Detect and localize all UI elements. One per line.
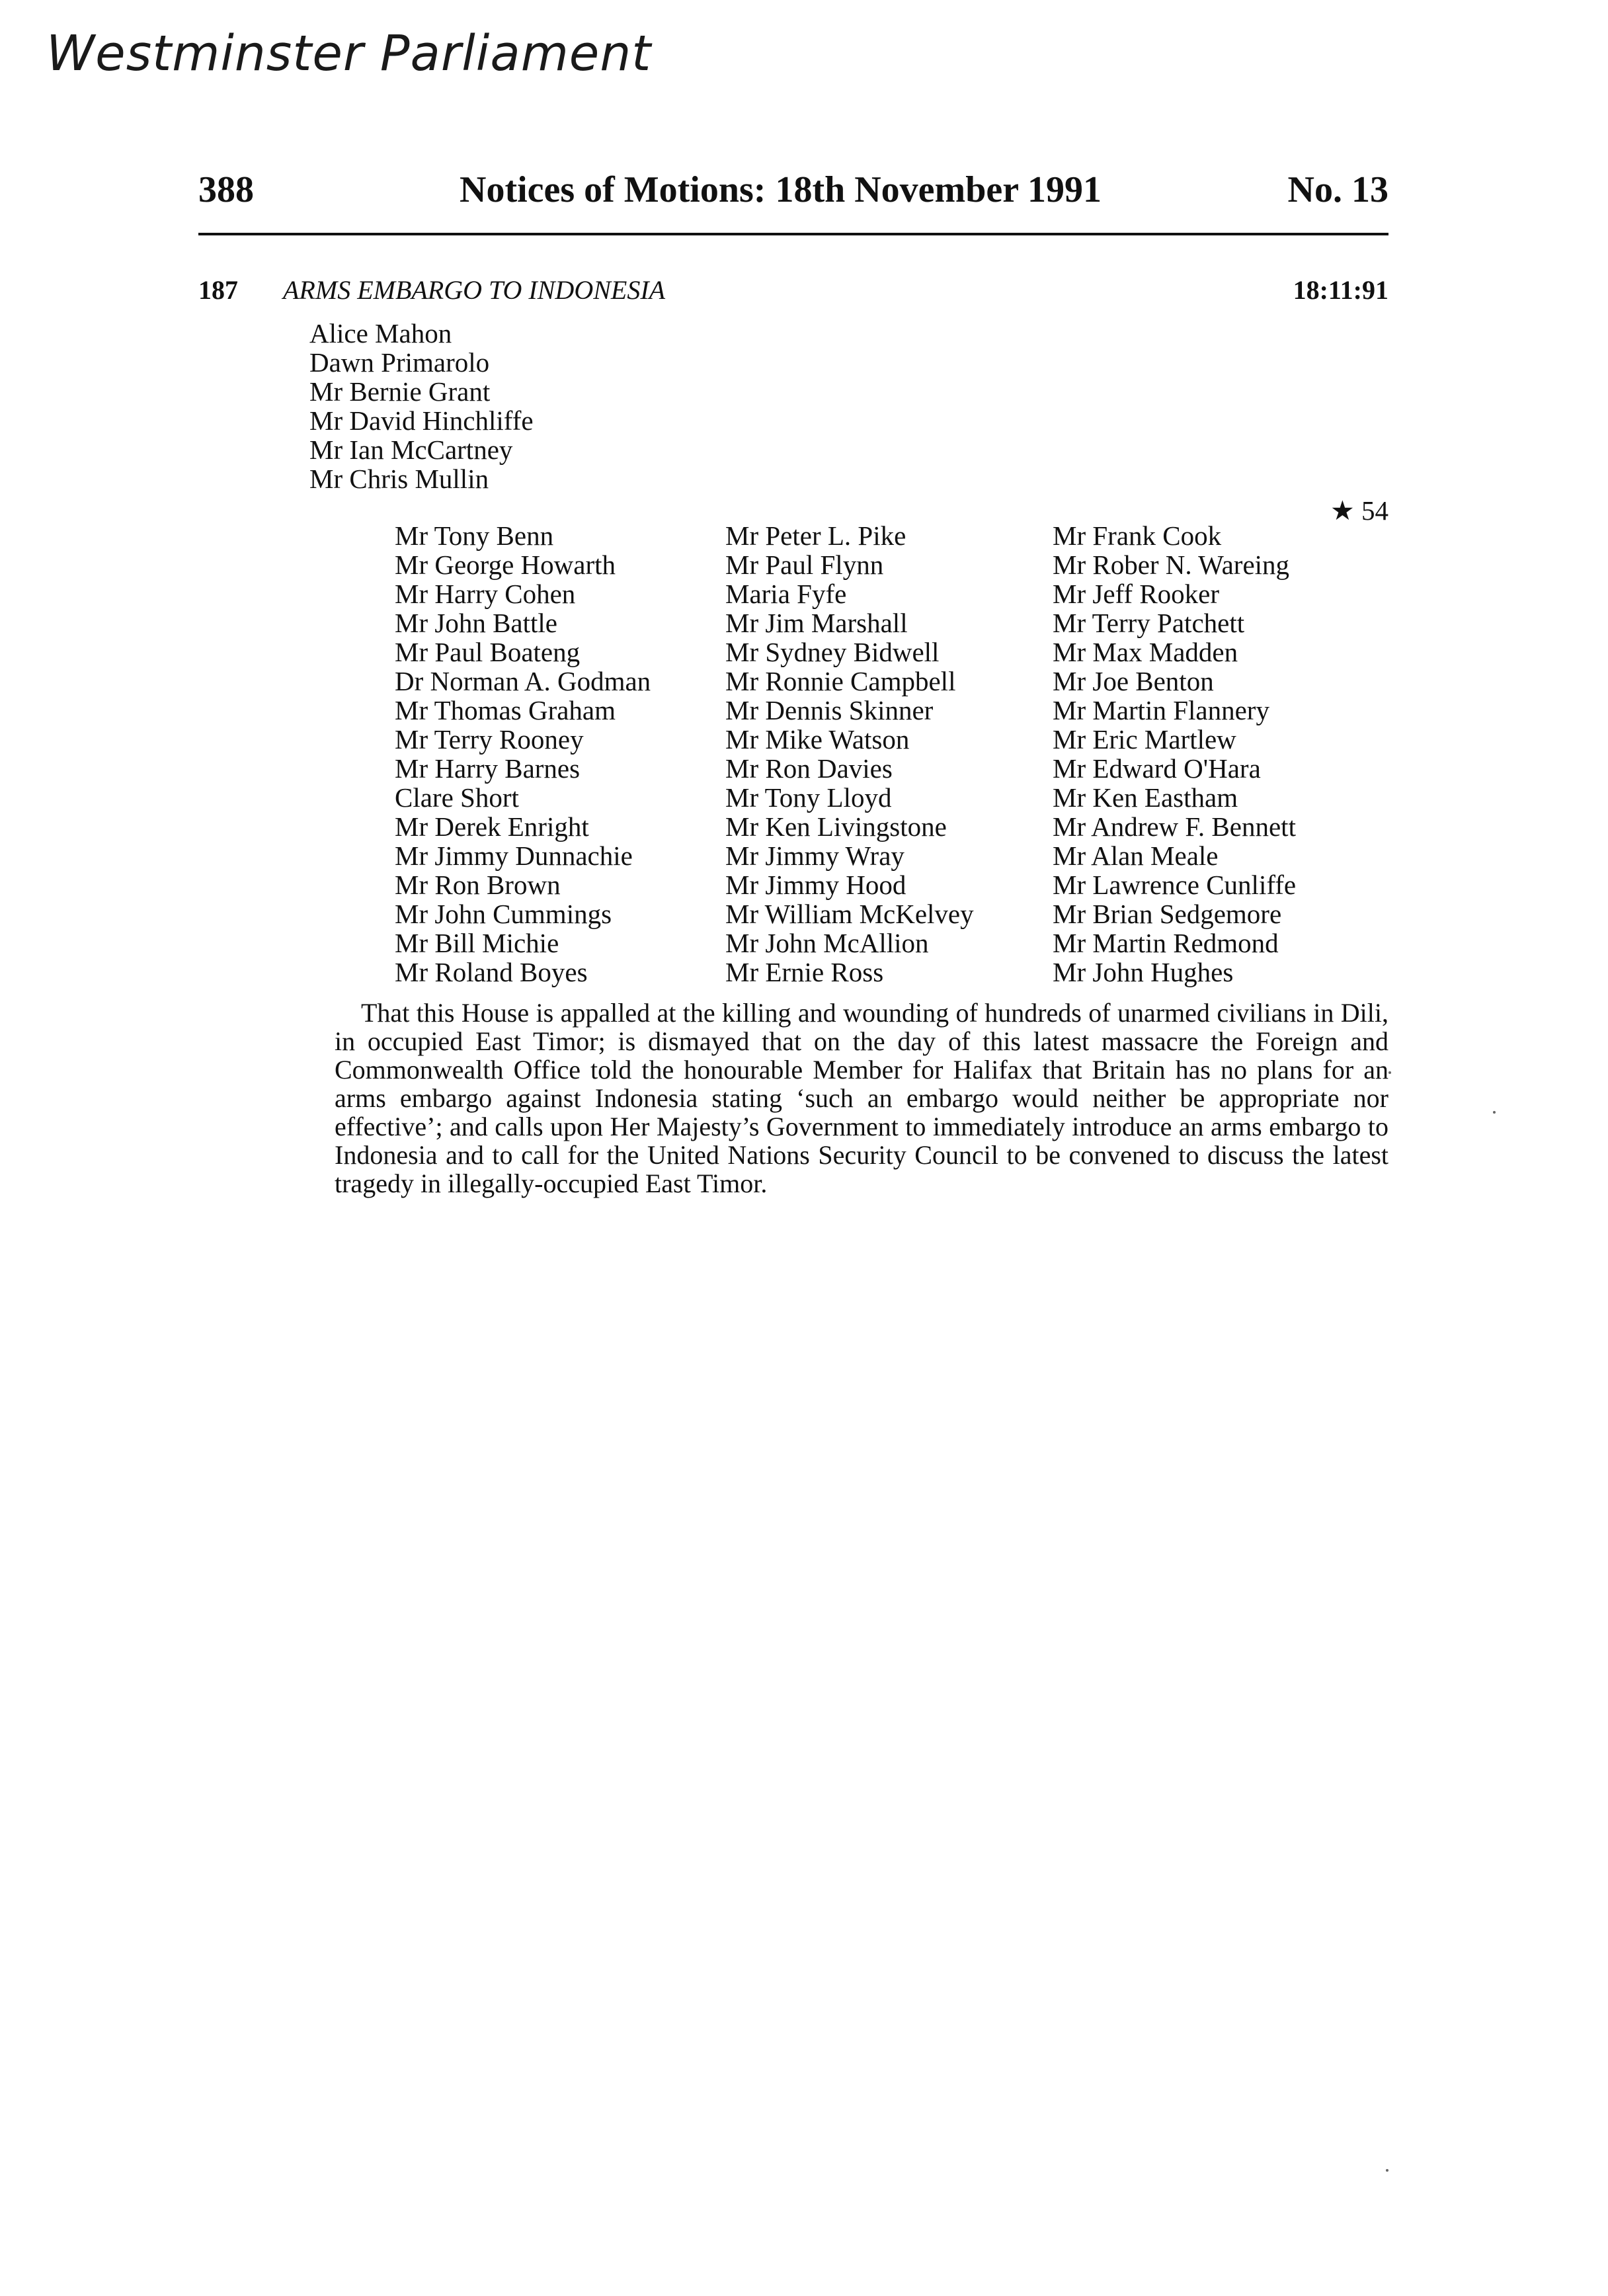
supporter-name: Mr Roland Boyes [395,957,588,987]
supporter-name: Mr Edward O'Hara [1053,753,1261,784]
supporter-name: Mr Harry Cohen [395,579,576,609]
supporter-name: Maria Fyfe [725,579,847,609]
page-number: 388 [198,169,254,210]
supporter-name: Mr Mike Watson [725,724,910,755]
page-title: Notices of Motions: 18th November 1991 [460,169,1102,210]
supporter-name: Clare Short [395,782,519,813]
supporter-name: Mr Jim Marshall [725,608,908,638]
supporter-column-3 [1053,521,1296,987]
sponsor-name: Mr David Hinchliffe [309,405,534,436]
scan-speck [1493,1111,1496,1114]
supporter-name: Mr Sydney Bidwell [725,637,940,667]
supporter-name: Mr Lawrence Cunliffe [1053,870,1297,900]
supporter-name: Mr Ronnie Campbell [725,666,956,696]
supporter-name: Mr George Howarth [395,550,616,580]
sponsor-name: Mr Bernie Grant [309,376,491,407]
supporter-name: Mr Derek Enright [395,811,589,842]
supporter-name: Mr Alan Meale [1053,840,1219,871]
scan-speck [1386,2169,1388,2172]
supporter-name: Mr Rober N. Wareing [1053,550,1290,580]
supporter-name: Mr John Cummings [395,899,612,929]
motion-number: 187 [198,275,238,305]
supporter-name: Mr Tony Lloyd [725,782,892,813]
motion-text: That this House is appalled at the killing and wounding of hundreds of unarmed civilians in Dili, in occupied East Timor; is dismayed that on the day of this latest massacre the Foreign and Commonwealth Office told the honourable Member for Halifax that Britain has no plans for an arms embargo against Indonesia stating ‘such an embargo would neither be appropriate nor effective’; and calls upon Her Majesty’s Government to immediately introduce an arms embargo to Indonesia and to call for the United Nations Security Council to be convened to discuss the latest tragedy in illegally-occupied East Timor. [335,998,1388,1198]
supporter-name: Mr Bill Michie [395,928,559,958]
motion-date: 18:11:91 [1293,275,1388,305]
supporter-name: Mr Jimmy Dunnachie [395,840,633,871]
supporter-name: Mr Jeff Rooker [1053,579,1220,609]
supporter-name: Mr Ken Eastham [1053,782,1238,813]
supporter-name: Mr Jimmy Hood [725,870,906,900]
supporter-name: Mr Andrew F. Bennett [1053,811,1296,842]
motion-title: ARMS EMBARGO TO INDONESIA [283,275,666,305]
supporter-name: Mr Jimmy Wray [725,840,904,871]
supporter-name: Mr John McAllion [725,928,929,958]
supporter-column-2 [725,521,974,987]
supporter-name: Mr Peter L. Pike [725,520,906,551]
issue-number: No. 13 [1287,169,1388,210]
sponsor-list [309,319,534,493]
sponsor-name: Mr Ian McCartney [309,434,513,465]
motion-header [198,274,1388,308]
supporter-name: Mr Harry Barnes [395,753,581,784]
supporter-name: Dr Norman A. Godman [395,666,651,696]
supporter-name: Mr William McKelvey [725,899,974,929]
supporter-name: Mr Thomas Graham [395,695,616,725]
page-header [198,169,1388,215]
handwritten-note: Westminster Parliament [46,25,652,82]
supporter-name: Mr Dennis Skinner [725,695,934,725]
supporter-name: Mr John Hughes [1053,957,1234,987]
supporter-name: Mr Frank Cook [1053,520,1222,551]
supporter-name: Mr Eric Martlew [1053,724,1236,755]
supporter-name: Mr Martin Redmond [1053,928,1279,958]
supporter-name: Mr Paul Flynn [725,550,884,580]
supporter-name: Mr John Battle [395,608,557,638]
sponsor-name: Alice Mahon [309,318,452,348]
supporter-name: Mr Paul Boateng [395,637,581,667]
supporter-name: Mr Ron Brown [395,870,561,900]
scan-speck [1388,1071,1391,1074]
supporter-name: Mr Ken Livingstone [725,811,947,842]
sponsor-name: Dawn Primarolo [309,347,490,378]
supporter-name: Mr Ron Davies [725,753,893,784]
supporter-name: Mr Max Madden [1053,637,1238,667]
supporter-name: Mr Martin Flannery [1053,695,1269,725]
supporter-name: Mr Terry Patchett [1053,608,1245,638]
sponsor-name: Mr Chris Mullin [309,464,489,494]
header-rule [198,233,1388,235]
supporter-name: Mr Tony Benn [395,520,554,551]
supporter-name: Mr Brian Sedgemore [1053,899,1282,929]
signature-count: ★ 54 [1330,495,1388,526]
supporter-name: Mr Ernie Ross [725,957,884,987]
supporter-name: Mr Joe Benton [1053,666,1214,696]
supporter-column-1 [395,521,651,987]
supporter-name: Mr Terry Rooney [395,724,584,755]
